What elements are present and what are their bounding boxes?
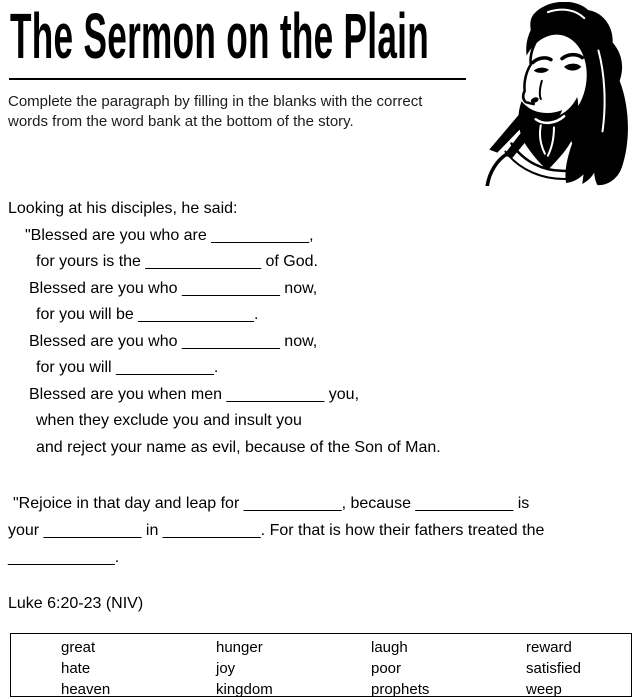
word-bank — [10, 633, 632, 697]
passage-line: Blessed are you who ___________ now, — [29, 279, 318, 297]
word-bank-word: hunger — [216, 639, 263, 656]
passage-line: for you will be _____________. — [36, 306, 259, 323]
title-divider — [9, 78, 466, 80]
word-bank-word: hate — [61, 660, 91, 677]
passage-line: when they exclude you and insult you — [36, 412, 302, 429]
passage-block-1 — [8, 196, 441, 461]
passage-line: for you will ___________. — [36, 359, 219, 376]
word-bank-word: weep — [526, 681, 562, 698]
passage-line: your ___________ in ___________. For that is how their fathers treated the — [8, 522, 545, 539]
scripture-reference: Luke 6:20-23 (NIV) — [8, 595, 144, 612]
instructions-line: words from the word bank at the bottom of the story. — [8, 113, 354, 130]
word-bank-word: laugh — [371, 639, 408, 656]
word-bank-column — [321, 634, 476, 696]
word-bank-word: kingdom — [216, 681, 273, 698]
jesus-illustration — [477, 2, 639, 186]
word-bank-word: poor — [371, 660, 402, 677]
word-bank-word: great — [61, 639, 96, 656]
passage-line: "Rejoice in that day and leap for ___________, because ___________ is — [13, 495, 530, 512]
passage-line: ____________. — [8, 549, 120, 566]
word-bank-column — [11, 634, 166, 696]
instructions — [8, 92, 422, 132]
word-bank-word: satisfied — [526, 660, 582, 677]
word-bank-column — [166, 634, 321, 696]
page-title: The Sermon on the Plain — [10, 0, 429, 72]
passage-line: Looking at his disciples, he said: — [8, 200, 238, 217]
passage-block-2 — [8, 490, 544, 571]
passage-line: "Blessed are you who are ___________, — [25, 226, 314, 244]
passage-line: Blessed are you when men ___________ you, — [29, 385, 360, 403]
word-bank-word: joy — [216, 660, 236, 677]
word-bank-word: heaven — [61, 681, 111, 698]
passage-line: and reject your name as evil, because of the Son of Man. — [36, 438, 441, 456]
passage-line: for yours is the _____________ of God. — [36, 253, 318, 270]
instructions-line: Complete the paragraph by filling in the blanks with the correct — [8, 93, 423, 110]
word-bank-word: reward — [526, 639, 572, 656]
passage-line: Blessed are you who ___________ now, — [29, 332, 318, 350]
word-bank-column — [476, 634, 631, 696]
jesus-portrait-icon — [477, 2, 639, 186]
word-bank-word: prophets — [371, 681, 430, 698]
